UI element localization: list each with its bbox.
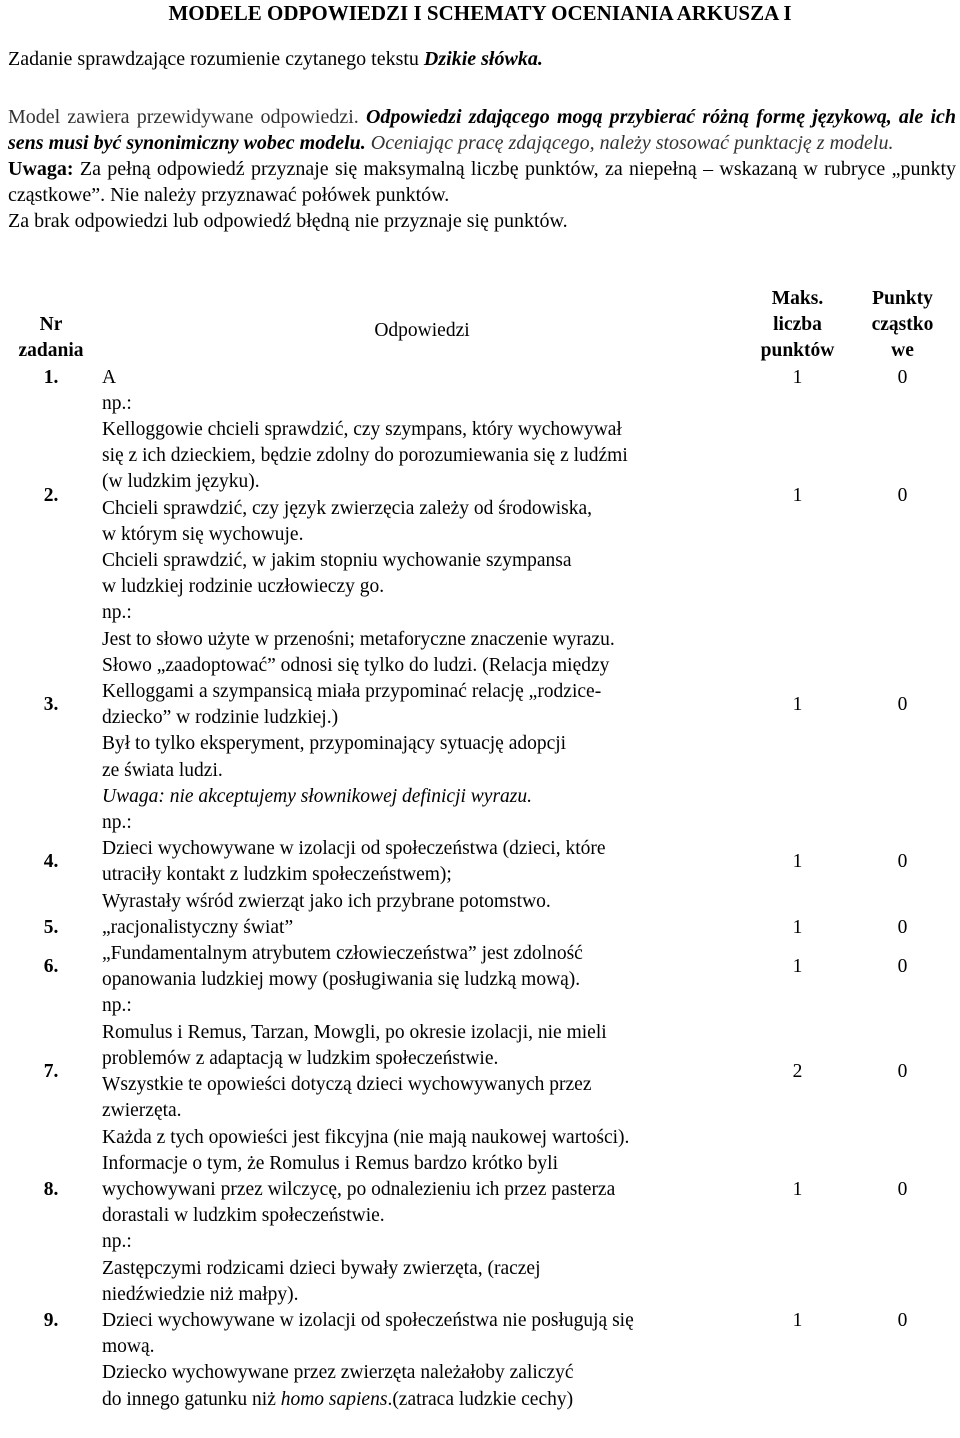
- answer-line: np.:: [102, 812, 132, 834]
- answer-line-part: do innego gatunku niż: [102, 1388, 276, 1410]
- instructions: [8, 104, 956, 234]
- answer-line: niedźwiedzie niż małpy).: [102, 1283, 299, 1305]
- answer-text: [98, 365, 746, 391]
- answer-line: się z ich dzieckiem, będzie zdolny do porozumiewania się z ludźmi: [102, 445, 628, 467]
- header-task-number: Nr zadania: [18, 314, 84, 362]
- answer-line: np.:: [102, 1231, 132, 1253]
- task-number: 4.: [43, 851, 59, 873]
- partial-points: 0: [897, 1178, 908, 1200]
- answer-line-part: .(zatraca ludzkie cechy): [387, 1388, 574, 1410]
- answer-line: Zastępczymi rodzicami dzieci bywały zwierzęta, (raczej: [102, 1257, 541, 1279]
- model-sentence: Model zawiera przewidywane odpowiedzi.: [8, 106, 359, 128]
- answers-table: [4, 286, 956, 1413]
- subtitle-prefix: Zadanie sprawdzające rozumienie czytanego tekstu: [8, 48, 419, 70]
- answer-text: [98, 391, 746, 601]
- answer-line: Wyrastały wśród zwierząt jako ich przybrane potomstwo.: [102, 890, 551, 912]
- instructions-paragraph-model: [8, 104, 956, 156]
- task-number: 5.: [43, 916, 59, 938]
- note-text: Za pełną odpowiedź przyznaje się maksymalną liczbę punktów, za niepełną – wskazaną w rubryce „punkty cząstkowe”. Nie należy przyznawać połówek punktów.: [8, 158, 957, 206]
- answer-text: [98, 600, 746, 810]
- task-number: 9.: [43, 1309, 59, 1331]
- partial-points: 0: [897, 916, 908, 938]
- answer-text: [98, 810, 746, 915]
- answer-line: „Fundamentalnym atrybutem człowieczeństwa” jest zdolność: [102, 943, 583, 965]
- answer-note: Uwaga: nie akceptujemy słownikowej definicji wyrazu.: [102, 785, 532, 807]
- max-points: 1: [792, 916, 803, 938]
- task-number: 7.: [43, 1060, 59, 1082]
- answer-line: np.:: [102, 995, 132, 1017]
- answer-line: zwierzęta.: [102, 1100, 182, 1122]
- answer-line: Chcieli sprawdzić, czy język zwierzęcia zależy od środowiska,: [102, 497, 592, 519]
- answer-line: dorastali w ludzkim społeczeństwie.: [102, 1205, 385, 1227]
- task-subtitle: [8, 46, 543, 72]
- table-row: [4, 600, 956, 810]
- scoring-sentence: Oceniając pracę zdającego, należy stosować punktację z modelu.: [370, 132, 894, 154]
- answer-text: [98, 915, 746, 941]
- header-max-points: Maks. liczba punktów: [760, 288, 835, 362]
- text-title: Dzikie słówka.: [423, 48, 543, 70]
- task-number: 3.: [43, 694, 59, 716]
- answer-line: Dzieci wychowywane w izolacji od społeczeństwa (dzieci, które: [102, 838, 606, 860]
- max-points: 1: [792, 956, 803, 978]
- answer-line: Romulus i Remus, Tarzan, Mowgli, po okresie izolacji, nie mieli: [102, 1021, 607, 1043]
- answer-line: mową.: [102, 1336, 155, 1358]
- answer-line: [102, 1387, 746, 1413]
- answer-line: Kelloggami a szympansicą miała przypominać relację „rodzice-: [102, 681, 602, 703]
- answer-line: Dziecko wychowywane przez zwierzęta należałoby zaliczyć: [102, 1362, 574, 1384]
- max-points: 1: [792, 694, 803, 716]
- answer-line: Kelloggowie chcieli sprawdzić, czy szympans, który wychowywał: [102, 419, 622, 441]
- answer-line: „racjonalistyczny świat”: [102, 916, 294, 938]
- max-points: 1: [792, 484, 803, 506]
- page-title: MODELE ODPOWIEDZI I SCHEMATY OCENIANIA ARKUSZA I: [168, 1, 792, 25]
- answer-line: wychowywani przez wilczycę, po odnalezieniu ich przez pasterza: [102, 1178, 616, 1200]
- max-points: 1: [792, 851, 803, 873]
- partial-points: 0: [897, 956, 908, 978]
- answer-line: A: [102, 366, 117, 388]
- table-row: [4, 391, 956, 601]
- answer-text: [98, 1229, 746, 1412]
- answer-line: Słowo „zaadoptować” odnosi się tylko do ludzi. (Relacja między: [102, 654, 610, 676]
- task-number: 8.: [43, 1178, 59, 1200]
- table-row: [4, 810, 956, 915]
- answer-line: ze świata ludzi.: [102, 759, 223, 781]
- table-row: [4, 365, 956, 391]
- instructions-paragraph-note: [8, 156, 956, 208]
- answer-line: utraciły kontakt z ludzkim społeczeństwem);: [102, 864, 452, 886]
- max-points: 2: [792, 1060, 803, 1082]
- species-name: homo sapiens: [280, 1388, 388, 1410]
- instructions-paragraph-no-answer: Za brak odpowiedzi lub odpowiedź błędną nie przyznaje się punktów.: [8, 210, 568, 232]
- answer-text: [98, 1151, 746, 1230]
- task-number: 2.: [43, 484, 59, 506]
- task-number: 1.: [43, 366, 59, 388]
- answer-line: (w ludzkim języku).: [102, 471, 260, 493]
- max-points: 1: [792, 1178, 803, 1200]
- partial-points: 0: [897, 1309, 908, 1331]
- partial-points: 0: [897, 694, 908, 716]
- answer-line: Był to tylko eksperyment, przypominający sytuację adopcji: [102, 733, 567, 755]
- answer-line: dziecko” w rodzinie ludzkiej.): [102, 707, 339, 729]
- header-answers: Odpowiedzi: [374, 320, 470, 342]
- note-label: Uwaga:: [8, 158, 74, 180]
- answer-line: Dzieci wychowywane w izolacji od społeczeństwa nie posługują się: [102, 1309, 634, 1331]
- partial-points: 0: [897, 851, 908, 873]
- answer-text: [98, 941, 746, 993]
- answer-line: Wszystkie te opowieści dotyczą dzieci wychowywanych przez: [102, 1074, 592, 1096]
- synonym-sentence: Odpowiedzi zdającego mogą przybierać różną formę językową, ale ich sens musi być synonimiczny wobec modelu.: [8, 106, 957, 154]
- answer-line: opanowania ludzkiej mowy (posługiwania się ludzką mową).: [102, 969, 581, 991]
- answers-table-body: [4, 365, 956, 1413]
- answer-line: np.:: [102, 392, 132, 414]
- answer-line: w którym się wychowuje.: [102, 523, 304, 545]
- max-points: 1: [792, 366, 803, 388]
- table-row: [4, 1229, 956, 1412]
- answer-line: w ludzkiej rodzinie uczłowieczy go.: [102, 576, 385, 598]
- task-number: 6.: [43, 956, 59, 978]
- answer-line: Informacje o tym, że Romulus i Remus bardzo krótko byli: [102, 1152, 558, 1174]
- answer-line: Każda z tych opowieści jest fikcyjna (nie mają naukowej wartości).: [102, 1126, 630, 1148]
- partial-points: 0: [897, 1060, 908, 1082]
- answer-line: Chcieli sprawdzić, w jakim stopniu wychowanie szympansa: [102, 550, 572, 572]
- table-row: [4, 915, 956, 941]
- partial-points: 0: [897, 366, 908, 388]
- answer-line: problemów z adaptacją w ludzkim społeczeństwie.: [102, 1047, 499, 1069]
- answer-line: Jest to słowo użyte w przenośni; metaforyczne znaczenie wyrazu.: [102, 628, 615, 650]
- table-row: [4, 993, 956, 1150]
- answer-text: [98, 993, 746, 1150]
- answer-line: np.:: [102, 602, 132, 624]
- table-row: [4, 941, 956, 993]
- table-header-row: [4, 286, 956, 365]
- header-partial-points: Punkty cząstko we: [871, 288, 934, 362]
- max-points: 1: [792, 1309, 803, 1331]
- partial-points: 0: [897, 484, 908, 506]
- table-row: [4, 1151, 956, 1230]
